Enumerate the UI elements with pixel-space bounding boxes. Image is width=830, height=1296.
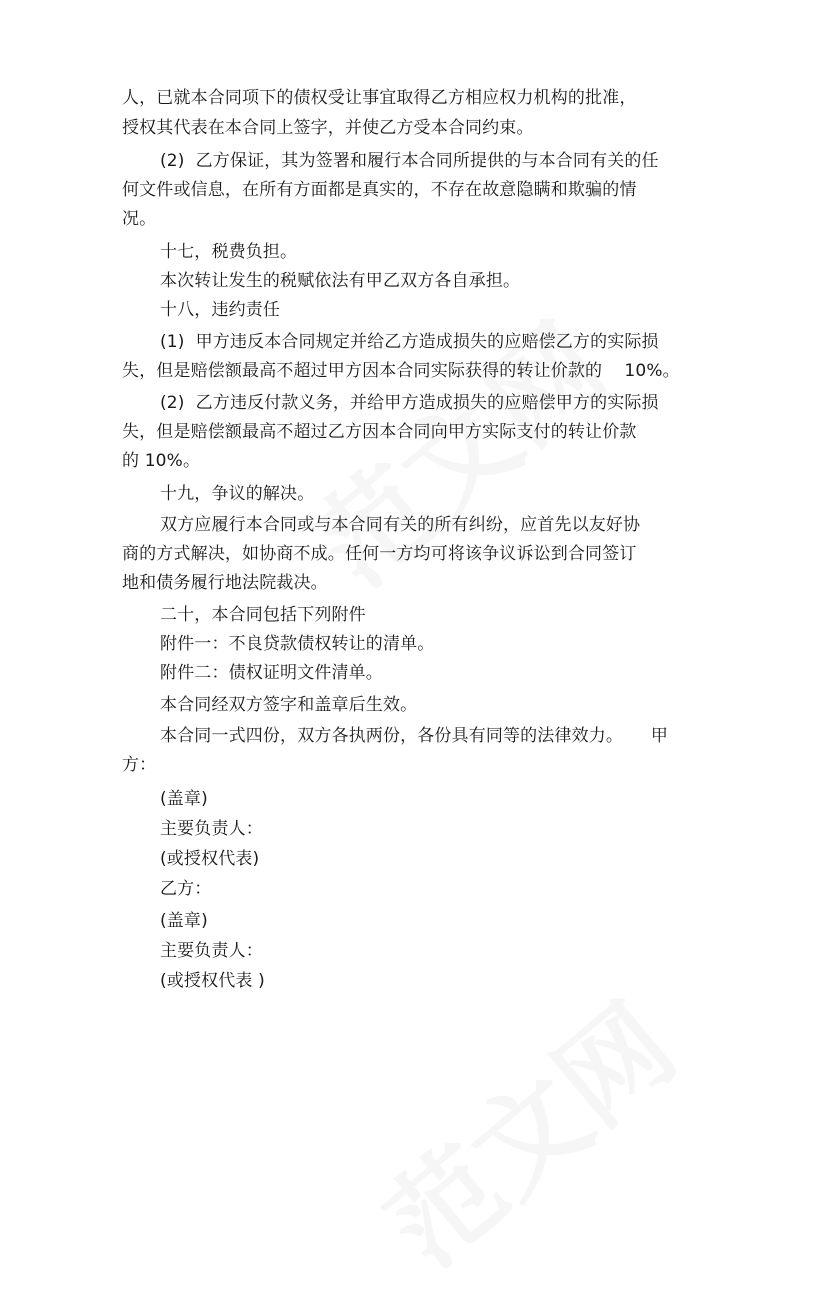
text-line: 双方应履行本合同或与本合同有关的所有纠纷，应首先以友好协 — [160, 515, 641, 535]
text-line: 何文件或信息，在所有方面都是真实的，不存在故意隐瞒和欺骗的情 — [122, 180, 637, 200]
signature-responsible-label: 主要负责人： — [160, 819, 263, 839]
text-line: 本合同经双方签字和盖章后生效。 — [160, 695, 418, 715]
signature-representative-label: (或授权代表 ) — [160, 971, 265, 991]
signature-responsible-label: 主要负责人： — [160, 941, 263, 961]
section-heading: 十八，违约责任 — [160, 300, 281, 320]
signature-seal-label: (盖章) — [160, 911, 208, 931]
text-line: (2) 乙方保证，其为签署和履行本合同所提供的与本合同有关的任 — [160, 151, 659, 171]
text-line: 商的方式解决，如协商不成。任何一方均可将该争议诉讼到合同签订 — [122, 544, 637, 564]
watermark — [348, 962, 702, 1295]
text-line: 附件一：不良贷款债权转让的清单。 — [160, 634, 435, 654]
section-heading: 十九，争议的解决。 — [160, 484, 315, 504]
text-line: 况。 — [122, 209, 157, 229]
signature-seal-label: (盖章) — [160, 789, 208, 809]
text-line: 本次转让发生的税赋依法有甲乙双方各自承担。 — [160, 271, 521, 291]
text-line: 失，但是赔偿额最高不超过甲方因本合同实际获得的转让价款的 10%。 — [122, 361, 680, 381]
section-heading: 十七，税费负担。 — [160, 242, 298, 262]
text-line: 失，但是赔偿额最高不超过乙方因本合同向甲方实际支付的转让价款 — [122, 422, 637, 442]
text-line: 的 10%。 — [122, 451, 201, 471]
section-heading: 二十，本合同包括下列附件 — [160, 605, 366, 625]
text-line: 本合同一式四份，双方各执两份，各份具有同等的法律效力。 甲 — [160, 726, 668, 746]
text-line: 地和债务履行地法院裁决。 — [122, 573, 328, 593]
party-b-label: 乙方： — [160, 879, 212, 899]
signature-representative-label: (或授权代表) — [160, 849, 260, 869]
text-line: 人，已就本合同项下的债权受让事宜取得乙方相应权力机构的批准， — [122, 88, 637, 108]
text-line: 授权其代表在本合同上签字，并使乙方受本合同约束。 — [122, 118, 534, 138]
text-line: 方： — [122, 755, 157, 775]
text-line: (1) 甲方违反本合同规定并给乙方造成损失的应赔偿乙方的实际损 — [160, 332, 659, 352]
text-line: (2) 乙方违反付款义务，并给甲方造成损失的应赔偿甲方的实际损 — [160, 393, 659, 413]
text-line: 附件二：债权证明文件清单。 — [160, 663, 383, 683]
